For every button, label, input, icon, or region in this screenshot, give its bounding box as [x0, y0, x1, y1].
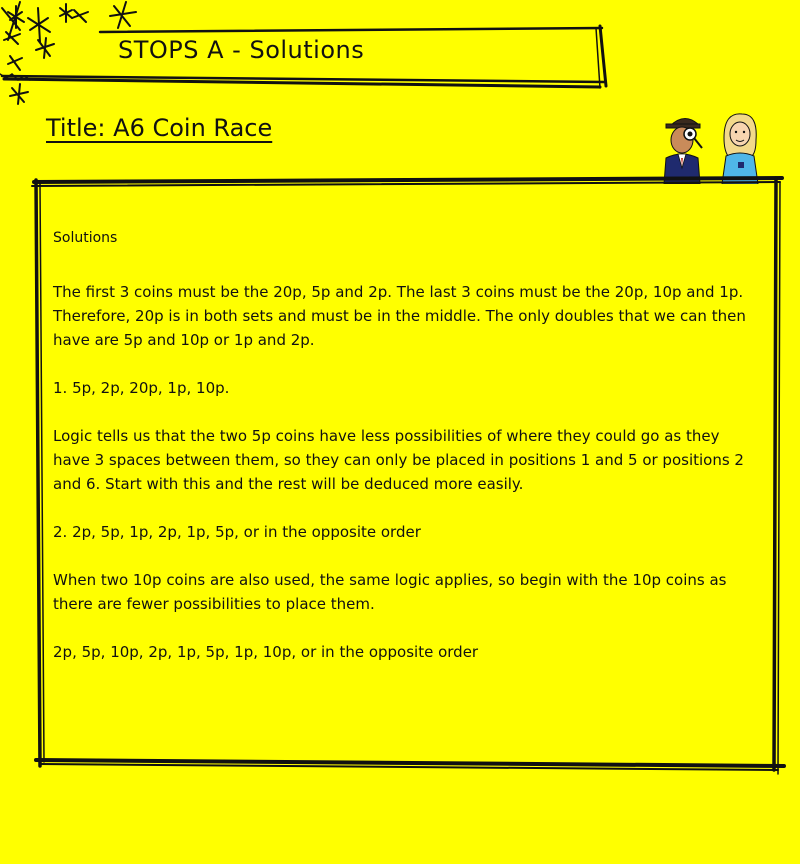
solution-paragraph-3: When two 10p coins are also used, the same logic applies, so begin with the 10p coins as there are fewer possibilities to place them.: [53, 571, 727, 613]
solutions-content: [53, 226, 753, 688]
solutions-heading: Solutions: [53, 230, 118, 246]
solution-paragraph-2: Logic tells us that the two 5p coins have less possibilities of where they could go as they have 3 spaces between them, so they can only be placed in positions 1 and 5 or positions 2 and 6. Start with this and the rest will be deduced more easily.: [53, 427, 744, 493]
solution-answer-1: 1. 5p, 2p, 20p, 1p, 10p.: [53, 379, 230, 397]
solution-answer-2: 2. 2p, 5p, 1p, 2p, 1p, 5p, or in the opposite order: [53, 523, 421, 541]
solution-answer-3: 2p, 5p, 10p, 2p, 1p, 5p, 1p, 10p, or in the opposite order: [53, 643, 479, 661]
page-title: Title: A6 Coin Race: [46, 114, 273, 142]
header-title: STOPS A - Solutions: [118, 36, 365, 64]
solution-paragraph-1: The first 3 coins must be the 20p, 5p and 2p. The last 3 coins must be the 20p, 10p and 1p. Therefore, 20p is in both sets and must be in the middle. The only doubles that we can then have are 5p and 10p or 1p and 2p.: [53, 283, 746, 349]
